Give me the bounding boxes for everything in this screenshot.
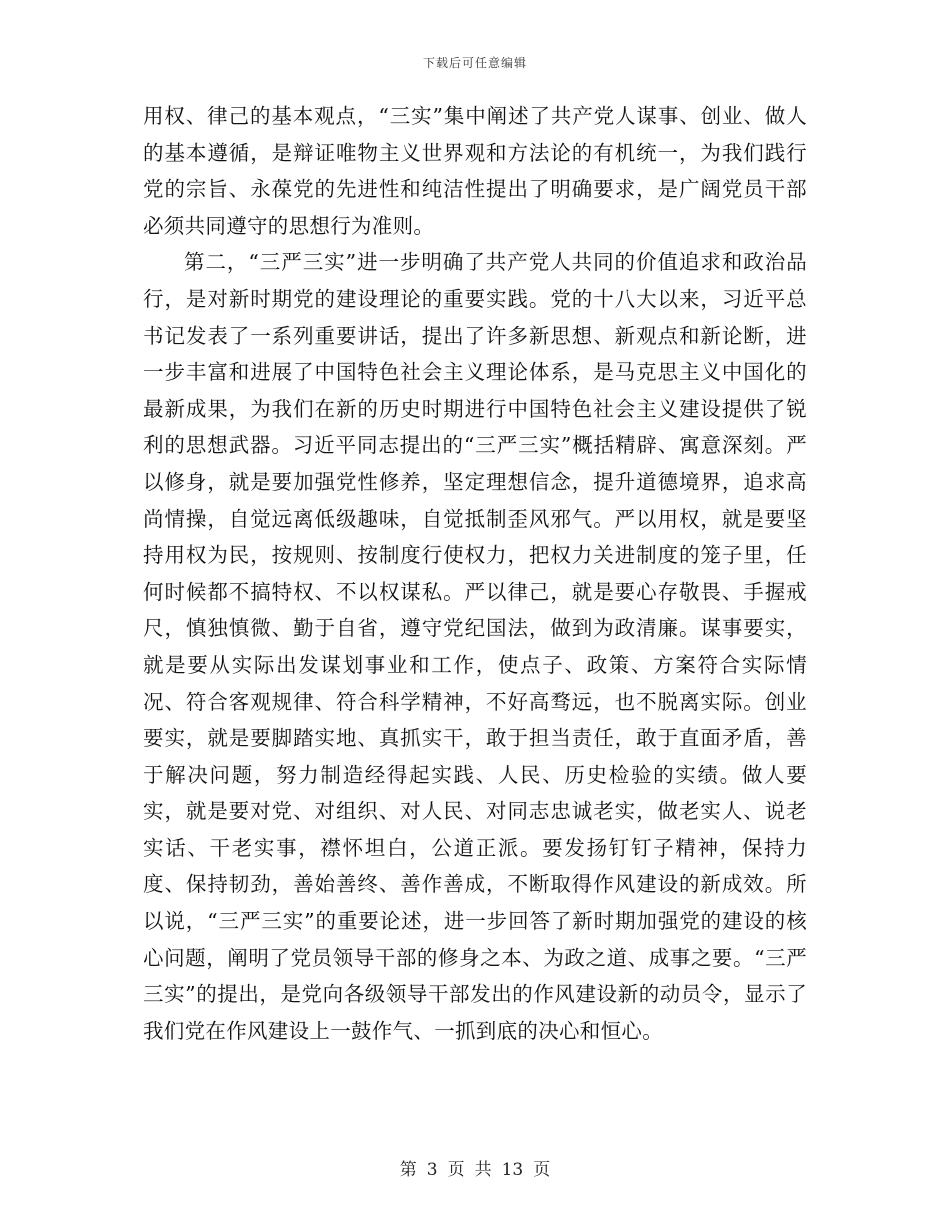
page-number-footer: [0, 1155, 950, 1180]
page-label-prefix: 第: [399, 1160, 417, 1180]
header-note: 下载后可任意编辑: [422, 56, 527, 70]
page-label-suffix: 页: [533, 1160, 551, 1180]
paragraph-1: 用权、律己的基本观点，“三实”集中阐述了共产党人谋事、创业、做人的基本遵循，是辩证唯物主义世界观和方法论的有机统一，为我们践行党的宗旨、永葆党的先进性和纯洁性提出了明确要求，是广阔党员干部必须共同遵守的思想行为准则。: [143, 104, 807, 238]
total-label: 共: [474, 1160, 492, 1180]
total-pages-number: 13: [501, 1160, 524, 1180]
document-body: [143, 98, 807, 1049]
page-label-middle: 页: [447, 1160, 465, 1180]
current-page-number: 3: [426, 1160, 438, 1180]
paragraph-2: 第二，“三严三实”进一步明确了共产党人共同的价值追求和政治品行，是对新时期党的建设理论的重要实践。党的十八大以来，习近平总书记发表了一系列重要讲话，提出了许多新思想、新观点和新论断，进一步丰富和进展了中国特色社会主义理论体系，是马克思主义中国化的最新成果，为我们在新的历史时期进行中国特色社会主义建设提供了锐利的思想武器。习近平同志提出的“三严三实”概括精辟、寓意深刻。严以修身，就是要加强党性修养，坚定理想信念，提升道德境界，追求高尚情操，自觉远离低级趣味，自觉抵制歪风邪气。严以用权，就是要坚持用权为民，按规则、按制度行使权力，把权力关进制度的笼子里，任何时候都不搞特权、不以权谋私。严以律己，就是要心存敬畏、手握戒尺，慎独慎微、勤于自省，遵守党纪国法，做到为政清廉。谋事要实，就是要从实际出发谋划事业和工作，使点子、政策、方案符合实际情况、符合客观规律、符合科学精神，不好高骛远，也不脱离实际。创业要实，就是要脚踏实地、真抓实干，敢于担当责任，敢于直面矛盾，善于解决问题，努力制造经得起实践、人民、历史检验的实绩。做人要实，就是要对党、对组织、对人民、对同志忠诚老实，做老实人、说老实话、干老实事，襟怀坦白，公道正派。要发扬钉钉子精神，保持力度、保持韧劲，善始善终、善作善成，不断取得作风建设的新成效。所以说，“三严三实”的重要论述，进一步回答了新时期加强党的建设的核心问题，阐明了党员领导干部的修身之本、为政之道、成事之要。“三严三实”的提出，是党向各级领导干部发出的作风建设新的动员令，显示了我们党在作风建设上一鼓作气、一抓到底的决心和恒心。: [143, 250, 807, 1043]
